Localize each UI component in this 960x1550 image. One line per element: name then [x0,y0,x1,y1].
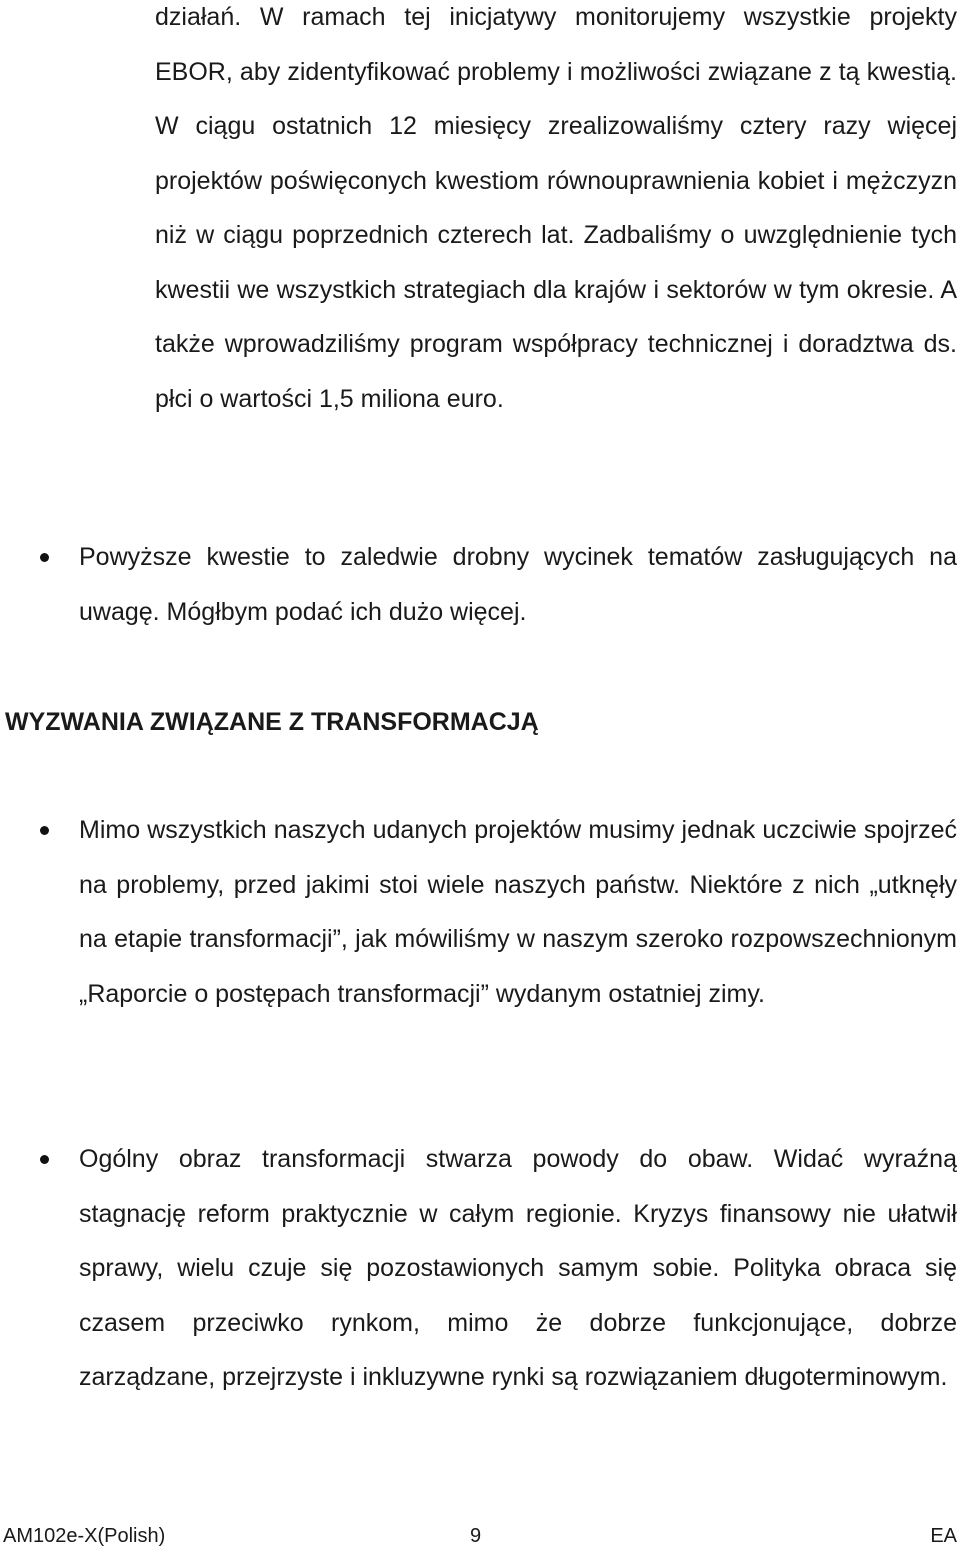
page-footer [0,1522,960,1550]
bullet-text: Powyższe kwestie to zaledwie drobny wycinek tematów zasługujących na uwagę. Mógłbym podać ich dużo więcej. [79,543,957,626]
bullet-icon [40,553,49,562]
bullet-text: Mimo wszystkich naszych udanych projektów musimy jednak uczciwie spojrzeć na problemy, przed jakimi stoi wiele naszych państw. Niektóre z nich „utknęły na etapie transformacji”, jak mówiliśmy w naszym szeroko rozpowszechnionym „Raporcie o postępach transformacji” wydanym ostatniej zimy. [79,816,957,1008]
footer-page-number: 9 [470,1525,482,1547]
continued-paragraph: działań. W ramach tej inicjatywy monitorujemy wszystkie projekty EBOR, aby zidentyfikować problemy i możliwości związane z tą kwestią. W ciągu ostatnich 12 miesięcy zrealizowaliśmy cztery razy więcej projektów poświęconych kwestiom równouprawnienia kobiet i mężczyzn niż w ciągu poprzednich czterech lat. Zadbaliśmy o uwzględnienie tych kwestii we wszystkich strategiach dla krajów i sektorów w tym okresie. A także wprowadziliśmy program współpracy technicznej i doradztwa ds. płci o wartości 1,5 miliona euro. [155,3,957,413]
footer-suffix: EA [930,1525,957,1547]
footer-doc-code: AM102e-X(Polish) [3,1525,166,1547]
bullet-text: Ogólny obraz transformacji stwarza powody do obaw. Widać wyraźną stagnację reform praktycznie w całym regionie. Kryzys finansowy nie ułatwił sprawy, wielu czuje się pozostawionych samym sobie. Polityka obraca się czasem przeciwko rynkom, mimo że dobrze funkcjonujące, dobrze zarządzane, przejrzyste i inkluzywne rynki są rozwiązaniem długoterminowym. [79,1145,957,1391]
bullet-icon [40,826,49,835]
bullet-icon [40,1155,49,1164]
section-heading: WYZWANIA ZWIĄZANE Z TRANSFORMACJĄ [5,708,539,736]
